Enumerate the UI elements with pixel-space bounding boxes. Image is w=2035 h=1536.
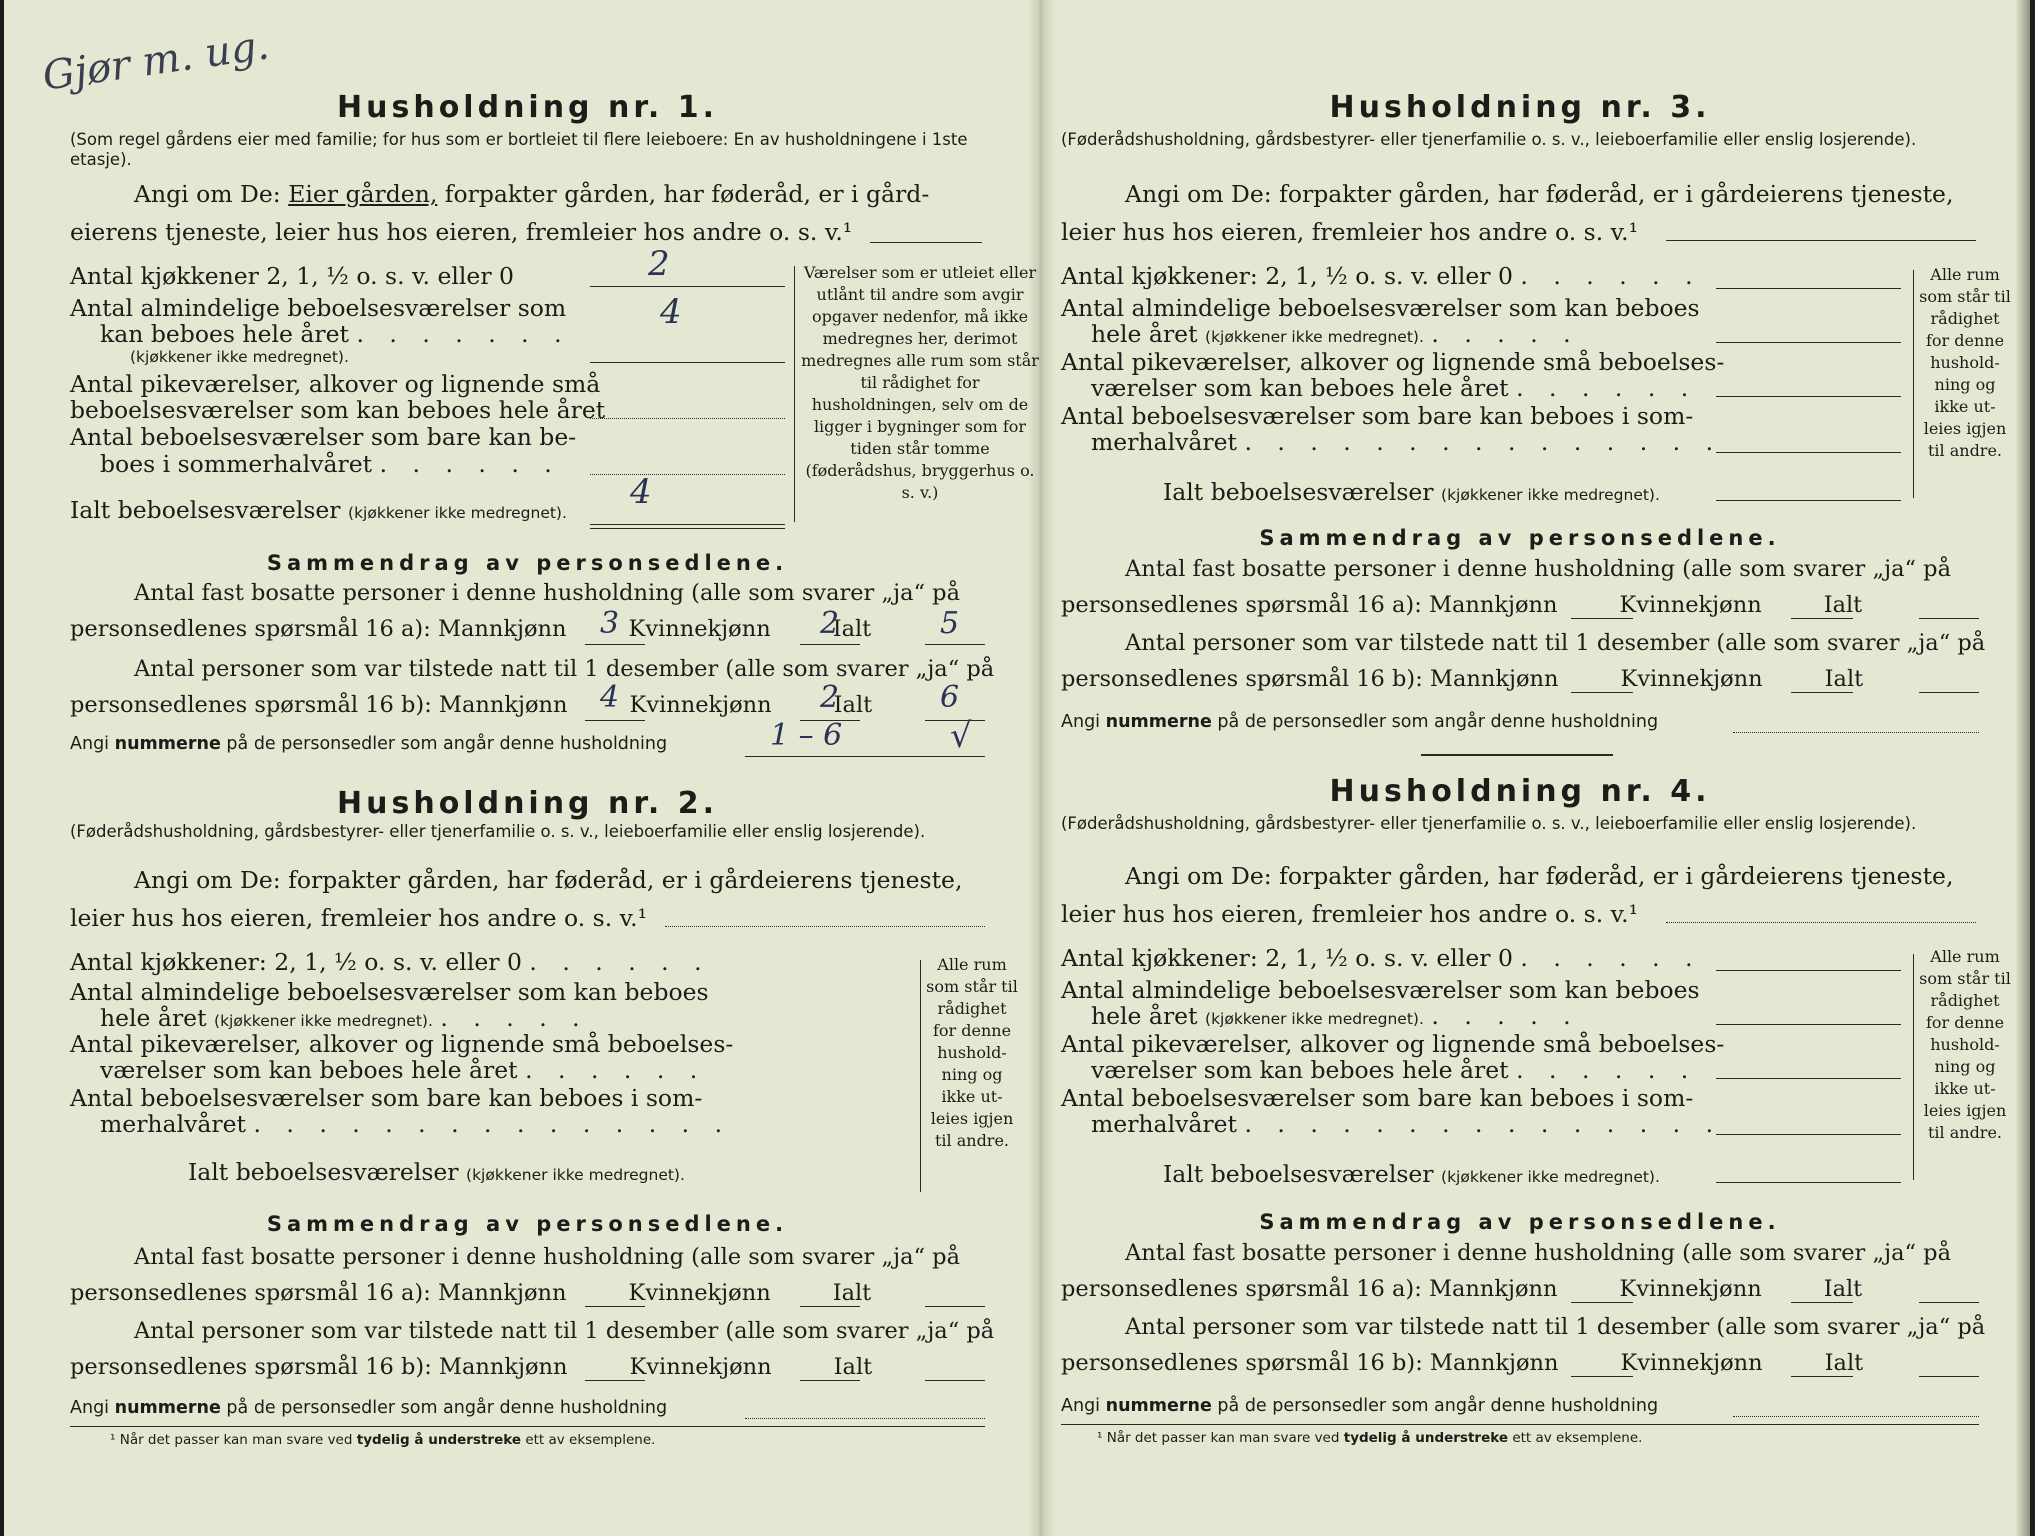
- rooms-label-2: hele året (kjøkkener ikke medregnet). . . . . .: [100, 1004, 589, 1032]
- rooms-label-2: kan beboes hele året . . . . . . .: [100, 320, 571, 348]
- side-note: Værelser som er utleiet eller utlånt til andre som avgir opgaver nedenfor, må ikke medregnes her, derimot medregnes alle rum som står til rådighet for husholdningen, selv om de ligger i bygninger som for tiden står tomme (føderådshus, bryggerhus o. s. v.): [801, 263, 1039, 502]
- small-rooms-label-2: værelser som kan beboes hele året . . . . . .: [1091, 374, 1698, 402]
- angi-line-2: leier hus hos eieren, fremleier hos andre o. s. v.¹: [70, 904, 648, 932]
- resident-line-2: personsedlenes spørsmål 16 a): Mannkjønn Kvinnekjønn Ialt: [1061, 592, 1863, 618]
- present-line-1: Antal personer som var tilstede natt til 1 desember (alle som svarer „ja“ på: [1125, 1314, 1986, 1340]
- rooms-label-1: Antal almindelige beboelsesværelser som kan beboes: [1061, 294, 1700, 322]
- summer-rooms-label-2: merhalvåret . . . . . . . . . . . . . . .: [100, 1110, 732, 1138]
- kitchens-label: Antal kjøkkener: 2, 1, ½ o. s. v. eller 0 . . . . . .: [1061, 262, 1702, 290]
- left-page: [70, 0, 1039, 1536]
- rooms-label-1: Antal almindelige beboelsesværelser som: [70, 294, 567, 322]
- angi-line-1: Angi om De: forpakter gården, har føderåd, er i gårdeierens tjeneste,: [1125, 180, 1954, 208]
- angi-line-2: eierens tjeneste, leier hus hos eieren, fremleier hos andre o. s. v.¹: [70, 218, 853, 246]
- present-line-2: personsedlenes spørsmål 16 b): Mannkjønn Kvinnekjønn Ialt: [70, 692, 873, 718]
- resident-male-value: 3: [600, 606, 620, 641]
- center-fold: [1027, 0, 1055, 1536]
- kitchens-value: 2: [648, 244, 670, 284]
- summary-title: Sammendrag av personsedlene.: [266, 1212, 789, 1236]
- household-instruction: (Føderådshusholdning, gårdsbestyrer- eller tjenerfamilie o. s. v., leieboerfamilie eller enslig losjerende).: [1061, 130, 1917, 149]
- resident-line-1: Antal fast bosatte personer i denne husholdning (alle som svarer „ja“ på: [1125, 1240, 1951, 1266]
- resident-line-2: personsedlenes spørsmål 16 a): Mannkjønn Kvinnekjønn Ialt: [70, 1280, 872, 1306]
- rooms-label-1: Antal almindelige beboelsesværelser som kan beboes: [1061, 976, 1700, 1004]
- check-mark: √: [950, 716, 972, 756]
- resident-total-value: 5: [940, 606, 960, 641]
- kitchens-label: Antal kjøkkener 2, 1, ½ o. s. v. eller 0: [70, 262, 514, 290]
- present-line-1: Antal personer som var tilstede natt til 1 desember (alle som svarer „ja“ på: [134, 1318, 995, 1344]
- summer-rooms-label-1: Antal beboelsesværelser som bare kan be-: [70, 423, 577, 451]
- section-divider: [1421, 754, 1613, 756]
- margin-annotation: Gjør m. ug.: [39, 22, 272, 100]
- numbers-label: Angi nummerne på de personsedler som angår denne husholdning: [70, 734, 668, 754]
- summary-title: Sammendrag av personsedlene.: [1259, 1210, 1781, 1234]
- household-instruction: (Som regel gårdens eier med familie; for hus som er bortleiet til flere leieboere: En av husholdningene i 1ste etasje).: [70, 130, 968, 169]
- household-title: Husholdning nr. 2.: [337, 786, 718, 821]
- angi-rest: forpakter gården, har føderåd, er i gård-: [444, 180, 930, 208]
- present-male-value: 4: [600, 680, 620, 715]
- household-instruction: (Føderådshusholdning, gårdsbestyrer- eller tjenerfamilie o. s. v., leieboerfamilie eller enslig losjerende).: [70, 822, 926, 841]
- present-total-value: 6: [940, 680, 960, 715]
- total-rooms-label: Ialt beboelsesværelser (kjøkkener ikke medregnet).: [1163, 1160, 1660, 1188]
- small-rooms-label-2: beboelsesværelser som kan beboes hele året: [70, 396, 606, 424]
- angi-underlined-answer: Eier gården,: [288, 180, 438, 208]
- present-line-2: personsedlenes spørsmål 16 b): Mannkjønn Kvinnekjønn Ialt: [1061, 1350, 1864, 1376]
- angi-line-1: [134, 180, 929, 208]
- kitchens-label: Antal kjøkkener: 2, 1, ½ o. s. v. eller 0 . . . . . .: [70, 948, 711, 976]
- household-title: Husholdning nr. 3.: [1329, 90, 1711, 125]
- total-rooms-value: 4: [630, 472, 652, 512]
- small-rooms-label-2: værelser som kan beboes hele året . . . . . .: [1091, 1056, 1698, 1084]
- resident-line-2: personsedlenes spørsmål 16 a): Mannkjønn Kvinnekjønn Ialt: [70, 616, 872, 642]
- angi-line-1: Angi om De: forpakter gården, har føderåd, er i gårdeierens tjeneste,: [134, 866, 963, 894]
- present-female-value: 2: [820, 680, 840, 715]
- side-note: Alle rum som står til rådighet for denne hushold-ning og ikke ut-leies igjen til andre.: [1919, 265, 2011, 460]
- present-line-1: Antal personer som var tilstede natt til 1 desember (alle som svarer „ja“ på: [1125, 630, 1986, 656]
- right-page: [1061, 0, 2011, 1536]
- footnote: ¹ Når det passer kan man svare ved tydelig å understreke ett av eksemplene.: [110, 1432, 656, 1448]
- household-title: Husholdning nr. 1.: [337, 90, 718, 125]
- resident-female-value: 2: [820, 606, 840, 641]
- numbers-label: Angi nummerne på de personsedler som angår denne husholdning: [1061, 712, 1659, 732]
- rooms-label-3: (kjøkkener ikke medregnet).: [130, 348, 349, 366]
- angi-line-2: leier hus hos eieren, fremleier hos andre o. s. v.¹: [1061, 900, 1639, 928]
- angi-prefix: Angi om De:: [134, 180, 281, 208]
- rooms-label-1: Antal almindelige beboelsesværelser som kan beboes: [70, 978, 709, 1006]
- rooms-label-2: hele året (kjøkkener ikke medregnet). . . . . .: [1091, 1002, 1580, 1030]
- summer-rooms-label-2: merhalvåret . . . . . . . . . . . . . . .: [1091, 1110, 1723, 1138]
- sheet-edge-shadow: [2016, 0, 2030, 1536]
- resident-line-1: Antal fast bosatte personer i denne husholdning (alle som svarer „ja“ på: [134, 580, 960, 606]
- side-note: Alle rum som står til rådighet for denne hushold-ning og ikke ut-leies igjen til andre.: [1919, 947, 2011, 1142]
- angi-line-2: leier hus hos eieren, fremleier hos andre o. s. v.¹: [1061, 218, 1639, 246]
- small-rooms-label-1: Antal pikeværelser, alkover og lignende små beboelses-: [70, 1030, 734, 1058]
- summer-rooms-label-1: Antal beboelsesværelser som bare kan beboes i som-: [70, 1084, 703, 1112]
- summary-title: Sammendrag av personsedlene.: [266, 551, 789, 575]
- summer-rooms-label-1: Antal beboelsesværelser som bare kan beboes i som-: [1061, 402, 1694, 430]
- rooms-label-2: hele året (kjøkkener ikke medregnet). . . . . .: [1091, 320, 1580, 348]
- summer-rooms-label-2: merhalvåret . . . . . . . . . . . . . . .: [1091, 428, 1723, 456]
- summer-rooms-label-1: Antal beboelsesværelser som bare kan beboes i som-: [1061, 1084, 1694, 1112]
- present-line-2: personsedlenes spørsmål 16 b): Mannkjønn Kvinnekjønn Ialt: [1061, 666, 1864, 692]
- resident-line-2: personsedlenes spørsmål 16 a): Mannkjønn Kvinnekjønn Ialt: [1061, 1276, 1863, 1302]
- angi-line-1: Angi om De: forpakter gården, har føderåd, er i gårdeierens tjeneste,: [1125, 862, 1954, 890]
- household-instruction: (Føderådshusholdning, gårdsbestyrer- eller tjenerfamilie o. s. v., leieboerfamilie eller enslig losjerende).: [1061, 814, 1917, 833]
- small-rooms-label-1: Antal pikeværelser, alkover og lignende små: [70, 370, 601, 398]
- total-rooms-label: Ialt beboelsesværelser (kjøkkener ikke medregnet).: [188, 1158, 685, 1186]
- small-rooms-label-1: Antal pikeværelser, alkover og lignende små beboelses-: [1061, 1030, 1725, 1058]
- resident-line-1: Antal fast bosatte personer i denne husholdning (alle som svarer „ja“ på: [134, 1244, 960, 1270]
- total-rooms-label: Ialt beboelsesværelser (kjøkkener ikke medregnet).: [1163, 478, 1660, 506]
- resident-line-1: Antal fast bosatte personer i denne husholdning (alle som svarer „ja“ på: [1125, 556, 1951, 582]
- small-rooms-label-2: værelser som kan beboes hele året . . . . . .: [100, 1056, 707, 1084]
- summer-rooms-label-2: boes i sommerhalvåret . . . . . .: [100, 450, 561, 478]
- summary-title: Sammendrag av personsedlene.: [1259, 526, 1781, 550]
- census-form-sheet: [4, 0, 2030, 1536]
- numbers-value: 1 – 6: [770, 718, 843, 753]
- footnote: ¹ Når det passer kan man svare ved tydelig å understreke ett av eksemplene.: [1097, 1430, 1643, 1446]
- side-note: Alle rum som står til rådighet for denne hushold-ning og ikke ut-leies igjen til andre.: [926, 955, 1018, 1150]
- kitchens-label: Antal kjøkkener: 2, 1, ½ o. s. v. eller 0 . . . . . .: [1061, 944, 1702, 972]
- rooms-value: 4: [660, 292, 682, 332]
- small-rooms-label-1: Antal pikeværelser, alkover og lignende små beboelses-: [1061, 348, 1725, 376]
- present-line-1: Antal personer som var tilstede natt til 1 desember (alle som svarer „ja“ på: [134, 656, 995, 682]
- household-title: Husholdning nr. 4.: [1329, 774, 1711, 809]
- numbers-label: Angi nummerne på de personsedler som angår denne husholdning: [1061, 1396, 1659, 1416]
- present-line-2: personsedlenes spørsmål 16 b): Mannkjønn Kvinnekjønn Ialt: [70, 1354, 873, 1380]
- numbers-label: Angi nummerne på de personsedler som angår denne husholdning: [70, 1398, 668, 1418]
- total-rooms-label: Ialt beboelsesværelser (kjøkkener ikke medregnet).: [70, 496, 567, 524]
